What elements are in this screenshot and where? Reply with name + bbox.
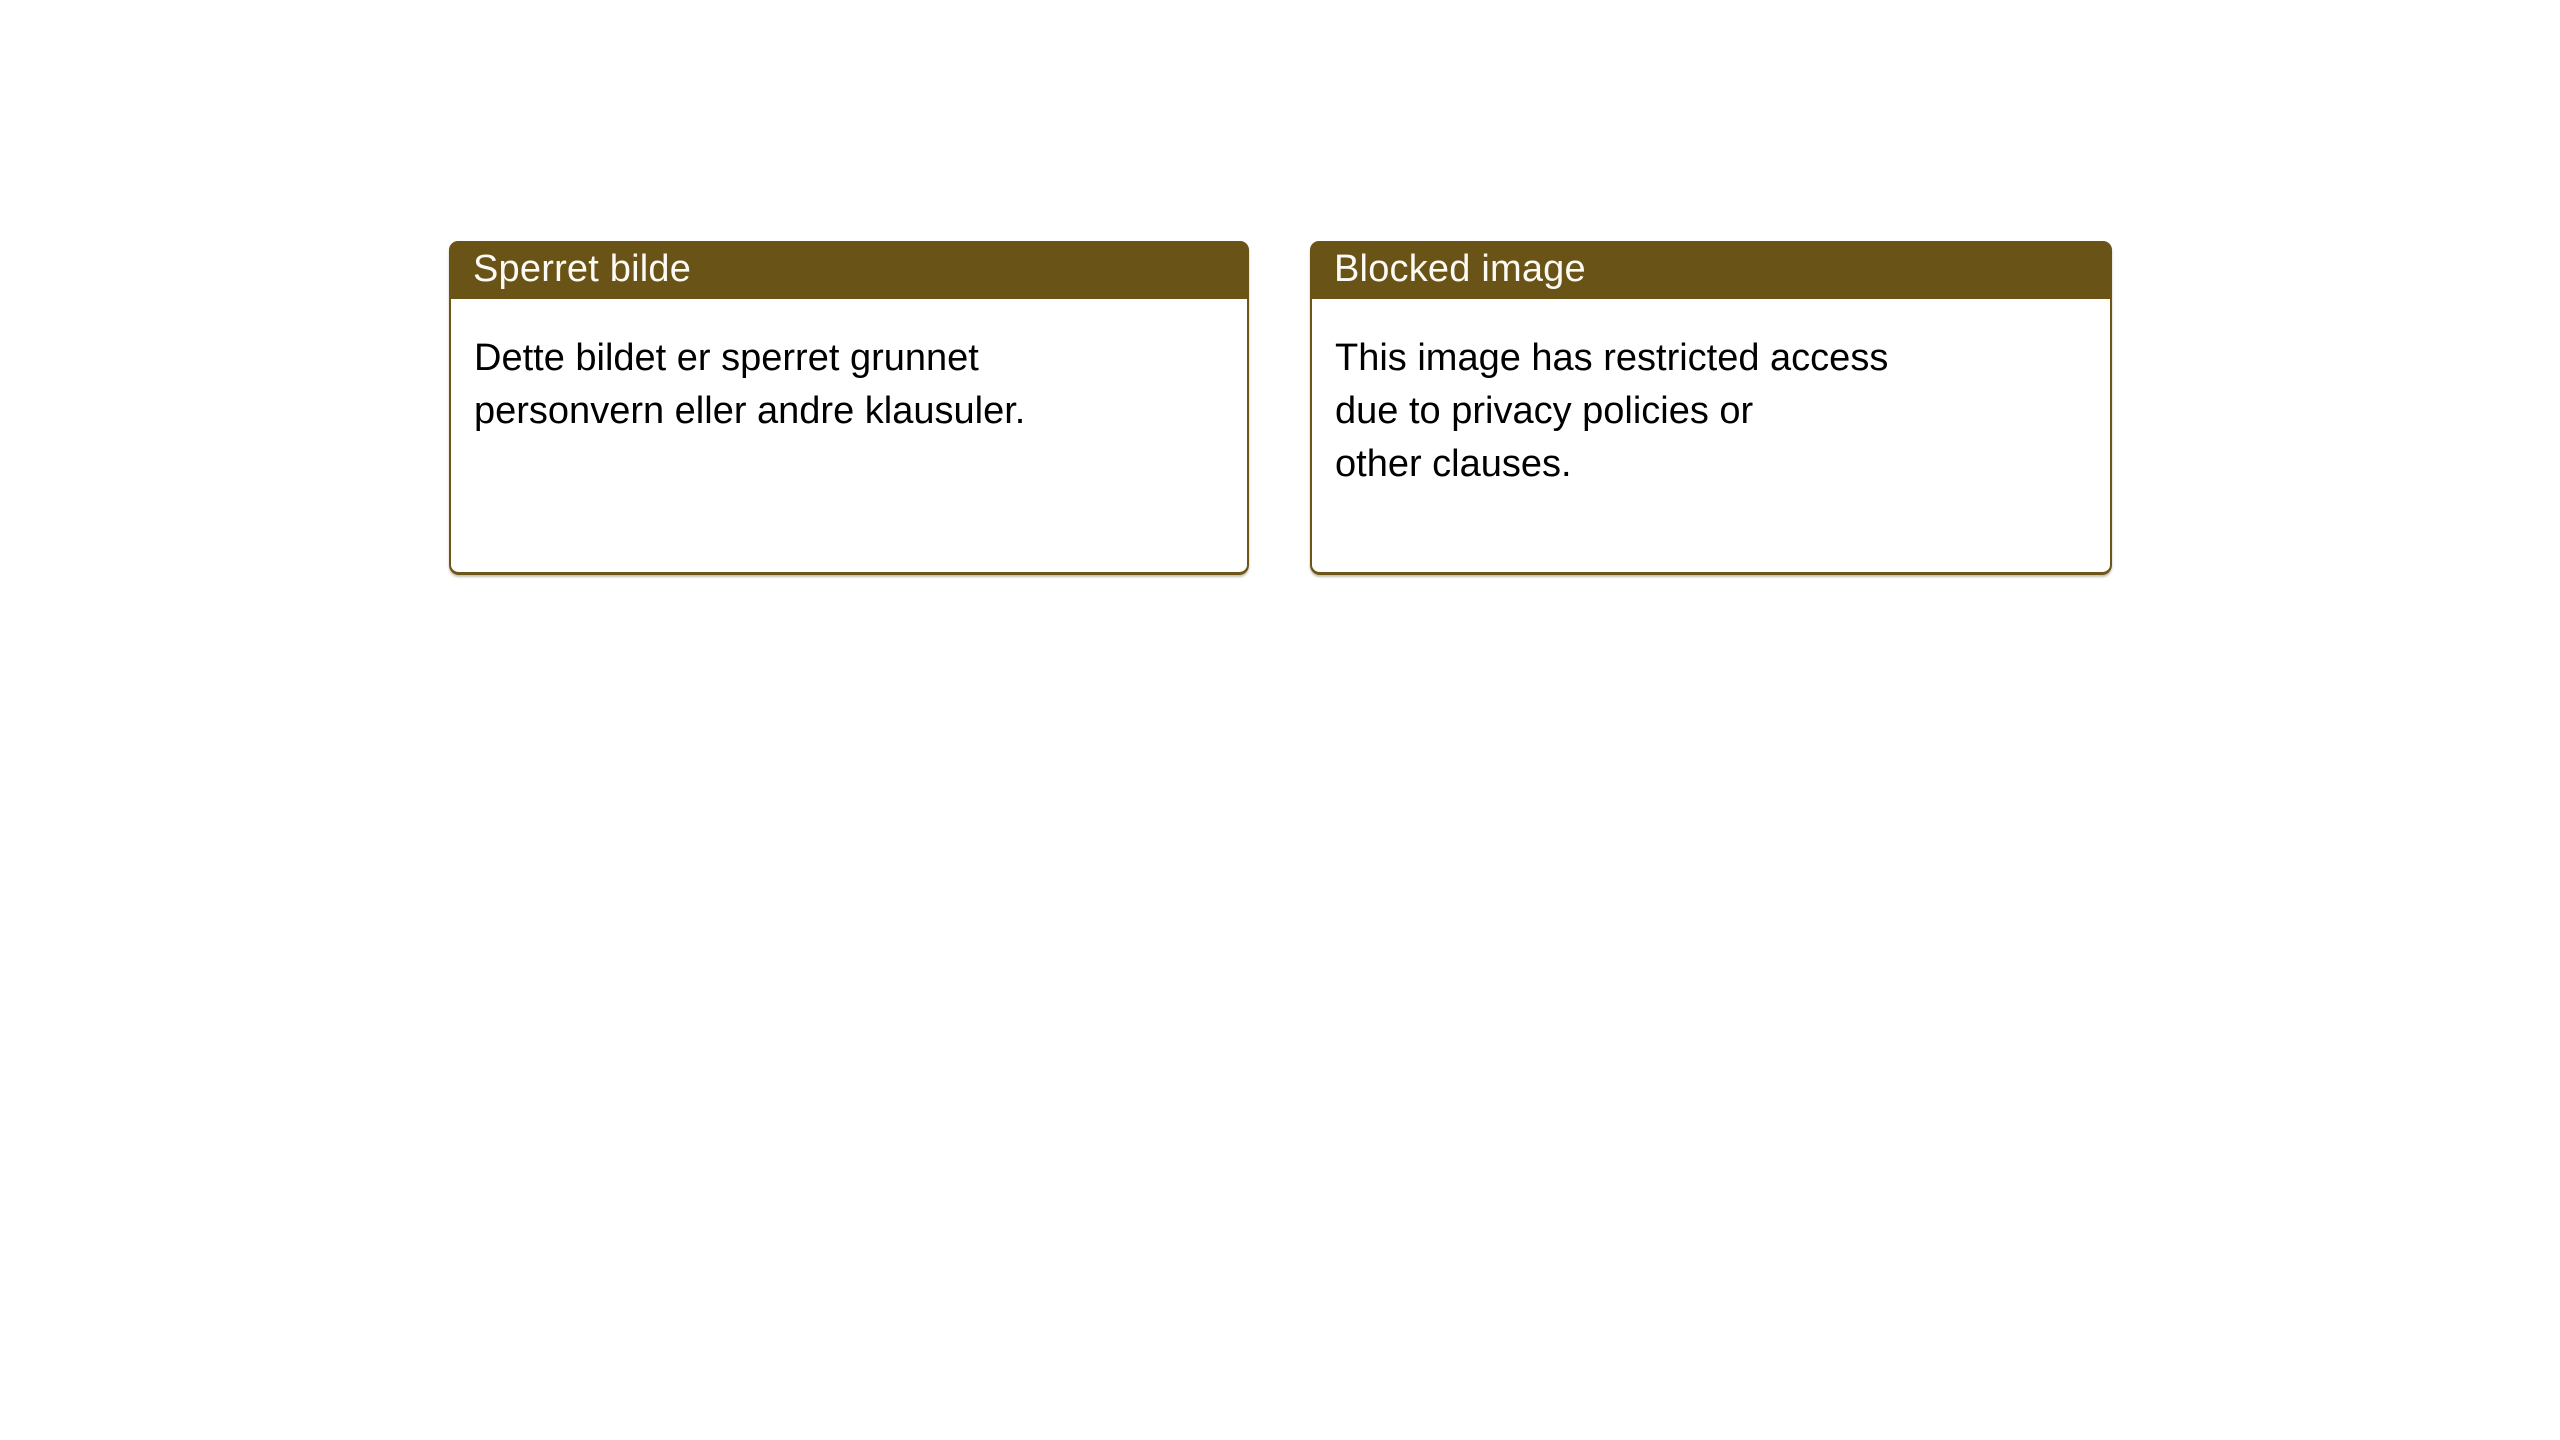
card-body xyxy=(451,299,1247,438)
card-header xyxy=(449,241,1249,299)
card-body xyxy=(1312,299,2110,491)
body-text-line: personvern eller andre klausuler. xyxy=(474,390,1026,432)
body-text-line: Dette bildet er sperret grunnet xyxy=(474,337,979,379)
blocked-image-notice-card-norwegian xyxy=(449,241,1249,575)
card-title: Blocked image xyxy=(1334,248,1586,290)
card-header xyxy=(1310,241,2112,299)
card-title: Sperret bilde xyxy=(473,248,692,290)
body-text-line: other clauses. xyxy=(1335,443,1572,485)
body-text-line: This image has restricted access xyxy=(1335,337,1889,379)
body-text-line: due to privacy policies or xyxy=(1335,390,1754,432)
blocked-image-notice-card-english xyxy=(1310,241,2112,575)
